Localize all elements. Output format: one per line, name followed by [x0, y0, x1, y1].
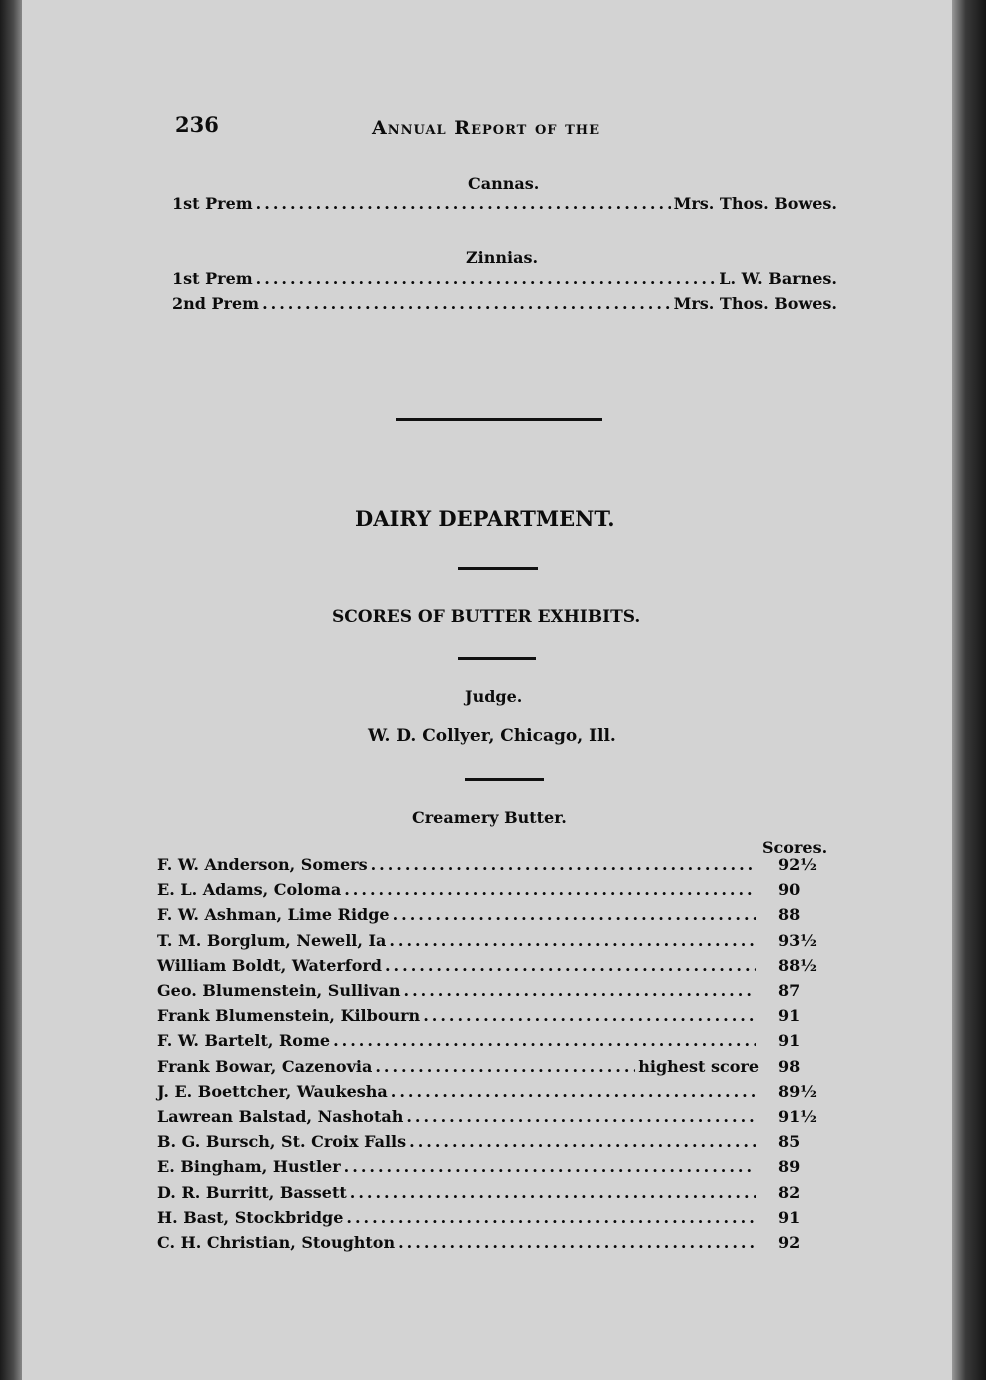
exhibit-score: 89	[778, 1157, 801, 1176]
leader-dots	[344, 880, 756, 899]
exhibitor-name: C. H. Christian, Stoughton	[157, 1233, 396, 1252]
score-entry-row	[157, 1057, 759, 1076]
divider-short	[458, 567, 538, 570]
exhibitor-name: Frank Blumenstein, Kilbourn	[157, 1006, 421, 1025]
scores-heading: SCORES OF BUTTER EXHIBITS.	[332, 607, 641, 627]
running-title: Annual Report of the	[372, 117, 600, 139]
department-title: DAIRY DEPARTMENT.	[355, 506, 615, 531]
exhibitor-name: F. W. Bartelt, Rome	[157, 1031, 331, 1050]
exhibit-score: 93½	[778, 931, 817, 950]
exhibitor-name: J. E. Boettcher, Waukesha	[157, 1082, 388, 1101]
exhibit-score: 92½	[778, 855, 817, 874]
exhibitor-name: H. Bast, Stockbridge	[157, 1208, 344, 1227]
score-entry-row	[157, 956, 759, 975]
score-entry-row	[157, 1006, 759, 1025]
prize-place: 2nd Prem	[172, 294, 260, 313]
leader-dots	[262, 294, 671, 313]
prize-winner: L. W. Barnes.	[719, 269, 837, 288]
leader-dots	[256, 269, 717, 288]
leader-dots	[406, 1107, 756, 1126]
zinnias-title: Zinnias.	[466, 248, 539, 267]
leader-dots	[404, 981, 757, 1000]
leader-dots	[346, 1208, 756, 1227]
exhibitor-name: Frank Bowar, Cazenovia	[157, 1057, 373, 1076]
prize-winner: Mrs. Thos. Bowes.	[673, 194, 837, 213]
divider-short	[458, 657, 536, 660]
score-entry-row	[157, 981, 759, 1000]
exhibit-score: 91	[778, 1031, 801, 1050]
leader-dots	[398, 1233, 756, 1252]
exhibit-score: 87	[778, 981, 801, 1000]
judge-label: Judge.	[465, 687, 523, 706]
leader-dots	[375, 1057, 635, 1076]
exhibitor-name: F. W. Anderson, Somers	[157, 855, 368, 874]
exhibit-score: 91	[778, 1208, 801, 1227]
exhibit-score: 98	[778, 1057, 801, 1076]
exhibit-score: 89½	[778, 1082, 817, 1101]
score-note: highest score	[638, 1057, 759, 1076]
page-number: 236	[175, 112, 219, 137]
zinnias-row	[172, 269, 837, 288]
zinnias-row	[172, 294, 837, 313]
leader-dots	[371, 855, 756, 874]
exhibit-score: 88	[778, 905, 801, 924]
leader-dots	[389, 931, 756, 950]
leader-dots	[393, 905, 756, 924]
exhibitor-name: Lawrean Balstad, Nashotah	[157, 1107, 404, 1126]
leader-dots	[385, 956, 756, 975]
exhibitor-name: William Boldt, Waterford	[157, 956, 382, 975]
score-entry-row	[157, 905, 759, 924]
leader-dots	[256, 194, 671, 213]
exhibitor-name: Geo. Blumenstein, Sullivan	[157, 981, 401, 1000]
exhibitor-name: T. M. Borglum, Newell, Ia	[157, 931, 387, 950]
leader-dots	[350, 1183, 756, 1202]
leader-dots	[344, 1157, 756, 1176]
prize-place: 1st Prem	[172, 269, 253, 288]
score-entry-row	[157, 1082, 759, 1101]
cannas-title: Cannas.	[468, 174, 540, 193]
section-title: Creamery Butter.	[412, 808, 567, 827]
leader-dots	[423, 1006, 756, 1025]
score-entry-row	[157, 1107, 759, 1126]
leader-dots	[391, 1082, 756, 1101]
prize-place: 1st Prem	[172, 194, 253, 213]
score-entry-row	[157, 855, 759, 874]
score-entry-row	[157, 1233, 759, 1252]
score-entry-row	[157, 880, 759, 899]
leader-dots	[333, 1031, 756, 1050]
cannas-row	[172, 194, 837, 213]
exhibitor-name: E. L. Adams, Coloma	[157, 880, 342, 899]
scores-column-header: Scores.	[762, 838, 828, 857]
leader-dots	[409, 1132, 756, 1151]
exhibit-score: 85	[778, 1132, 801, 1151]
exhibit-score: 92	[778, 1233, 801, 1252]
score-entry-row	[157, 1031, 759, 1050]
exhibit-score: 88½	[778, 956, 817, 975]
exhibitor-name: E. Bingham, Hustler	[157, 1157, 341, 1176]
exhibit-score: 91	[778, 1006, 801, 1025]
score-entry-row	[157, 1208, 759, 1227]
prize-winner: Mrs. Thos. Bowes.	[673, 294, 837, 313]
divider-short	[465, 778, 544, 781]
exhibit-score: 82	[778, 1183, 801, 1202]
book-binding-left	[0, 0, 22, 1380]
section-divider	[396, 418, 602, 421]
score-entry-row	[157, 1132, 759, 1151]
score-entry-row	[157, 1157, 759, 1176]
exhibitor-name: D. R. Burritt, Bassett	[157, 1183, 347, 1202]
exhibit-score: 91½	[778, 1107, 817, 1126]
judge-name: W. D. Collyer, Chicago, Ill.	[368, 726, 616, 746]
book-binding-right	[952, 0, 986, 1380]
score-entry-row	[157, 931, 759, 950]
exhibitor-name: F. W. Ashman, Lime Ridge	[157, 905, 390, 924]
exhibit-score: 90	[778, 880, 801, 899]
exhibitor-name: B. G. Bursch, St. Croix Falls	[157, 1132, 407, 1151]
score-entry-row	[157, 1183, 759, 1202]
